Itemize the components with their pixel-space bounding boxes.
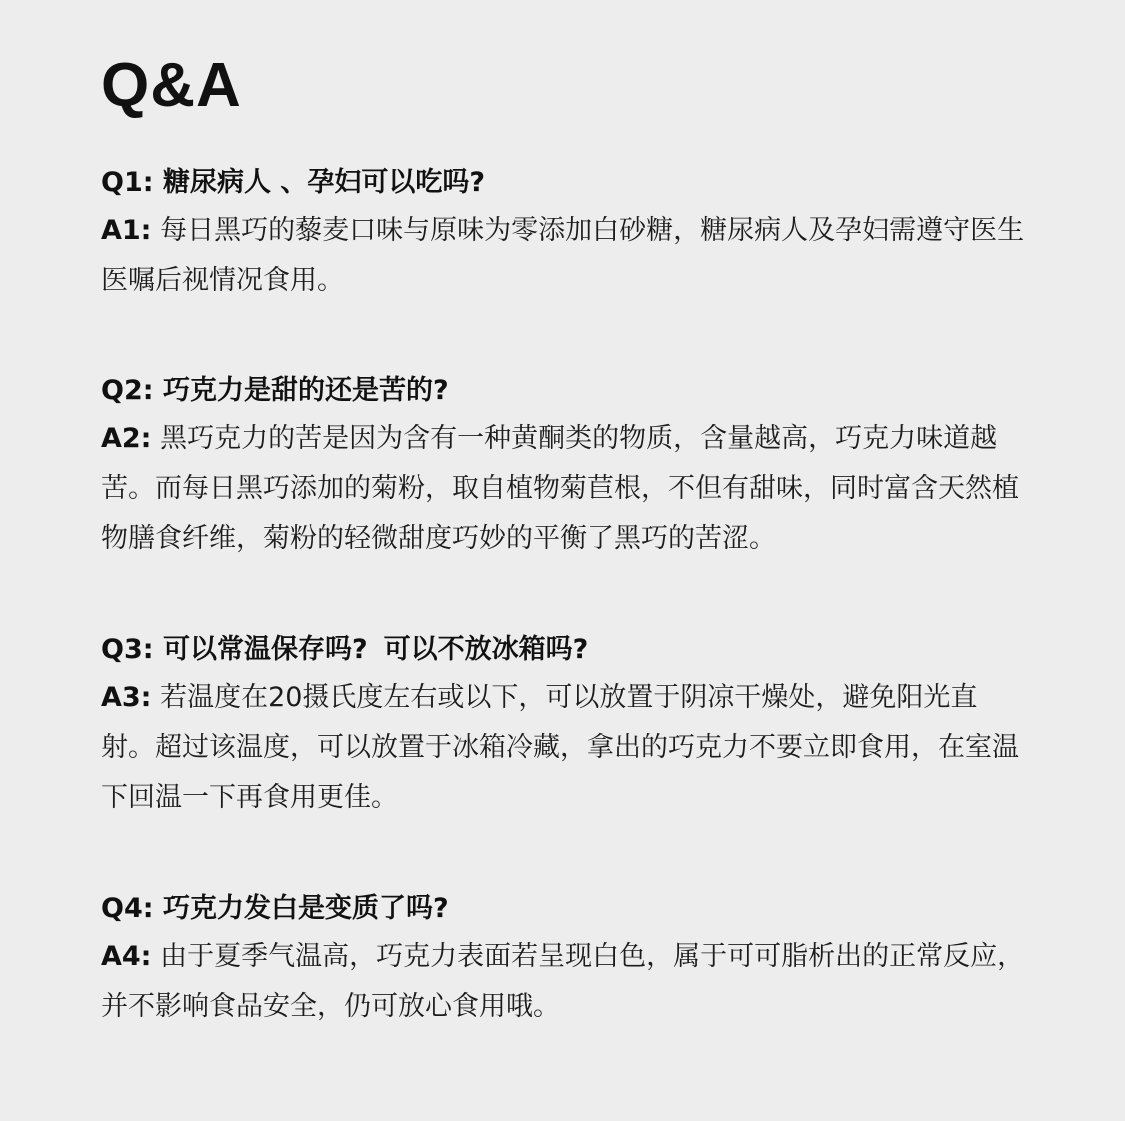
question-2-text: 巧克力是甜的还是苦的?	[162, 375, 449, 406]
question-3-text: 可以常温保存吗?	[162, 634, 368, 665]
answer-3	[101, 673, 1031, 823]
question-3-label: Q3:	[101, 634, 154, 665]
qa-item-2	[101, 368, 1031, 564]
question-1-label: Q1:	[101, 167, 154, 198]
question-3	[101, 627, 1031, 673]
question-4	[101, 886, 1031, 932]
qa-item-4	[101, 886, 1031, 1032]
answer-4-label: A4:	[101, 941, 152, 972]
answer-1	[101, 206, 1031, 306]
qa-item-1	[101, 160, 1031, 306]
answer-4-text: 由于夏季气温高，巧克力表面若呈现白色，属于可可脂析出的正常反应，并不影响食品安全，仍可放心食用哦。	[101, 941, 1025, 1022]
question-4-text: 巧克力发白是变质了吗?	[162, 893, 449, 924]
qa-item-3	[101, 627, 1031, 823]
question-2-label: Q2:	[101, 375, 154, 406]
question-3-text-2: 可以不放冰箱吗?	[383, 634, 589, 665]
answer-2-text: 黑巧克力的苦是因为含有一种黄酮类的物质，含量越高，巧克力味道越苦。而每日黑巧添加的菊粉，取自植物菊苣根，不但有甜味，同时富含天然植物膳食纤维，菊粉的轻微甜度巧妙的平衡了黑巧的苦涩。	[101, 423, 1019, 554]
answer-1-label: A1:	[101, 215, 152, 246]
question-2	[101, 368, 1031, 414]
answer-1-text: 每日黑巧的藜麦口味与原味为零添加白砂糖，糖尿病人及孕妇需遵守医生医嘱后视情况食用。	[101, 215, 1025, 296]
answer-3-label: A3:	[101, 682, 152, 713]
answer-2	[101, 414, 1031, 564]
question-1	[101, 160, 1031, 206]
question-1-text: 糖尿病人 、孕妇可以吃吗?	[162, 167, 486, 198]
answer-2-label: A2:	[101, 423, 152, 454]
page-title: Q&A	[101, 51, 242, 120]
answer-4	[101, 932, 1031, 1032]
answer-3-text: 若温度在20摄氏度左右或以下，可以放置于阴凉干燥处，避免阳光直射。超过该温度，可以放置于冰箱冷藏，拿出的巧克力不要立即食用，在室温下回温一下再食用更佳。	[101, 682, 1019, 813]
question-4-label: Q4:	[101, 893, 154, 924]
